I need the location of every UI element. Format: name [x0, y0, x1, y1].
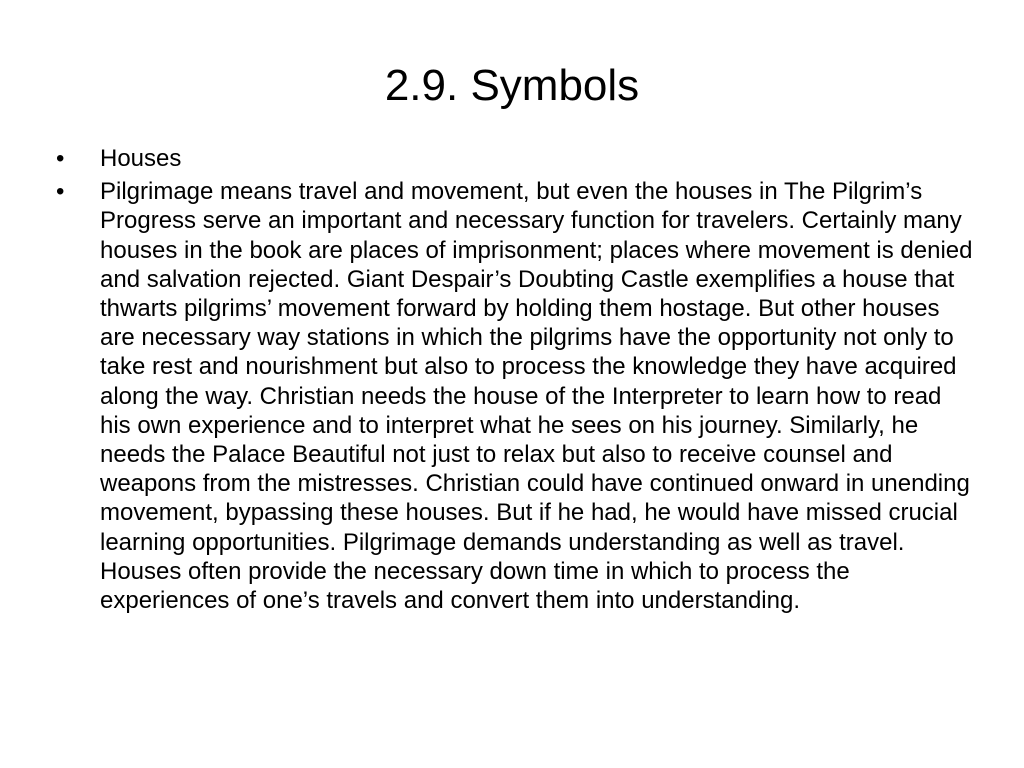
bullet-marker: •: [56, 145, 65, 172]
bullet-text: Pilgrimage means travel and movement, but even the houses in The Pilgrim’s Progress serve an important and necessary function for travelers. Certainly many houses in the book are places of imprisonment; places where movement is denied and salvation rejected. Giant Despair’s Doubting Castle exemplifies a house that thwarts pilgrims’ movement forward by holding them hostage. But other houses are necessary way stations in which the pilgrims have the opportunity not only to take rest and nourishment but also to process the knowledge they have acquired along the way. Christian needs the house of the Interpreter to learn how to read his own experience and to interpret what he sees on his journey. Similarly, he needs the Palace Beautiful not just to relax but also to receive counsel and weapons from the mistresses. Christian could have continued onward in unending movement, bypassing these houses. But if he had, he would have missed crucial learning opportunities. Pilgrimage demands understanding as well as travel. Houses often provide the necessary down time in which to process the experiences of one’s travels and convert them into understanding.: [100, 178, 973, 615]
bullet-marker: •: [56, 178, 65, 206]
bullet-item-pilgrimage: [56, 177, 976, 615]
bullet-item-houses: [56, 144, 976, 173]
slide-title: 2.9. Symbols: [384, 61, 640, 110]
bullet-list: [56, 144, 976, 619]
bullet-text: Houses: [100, 145, 182, 172]
